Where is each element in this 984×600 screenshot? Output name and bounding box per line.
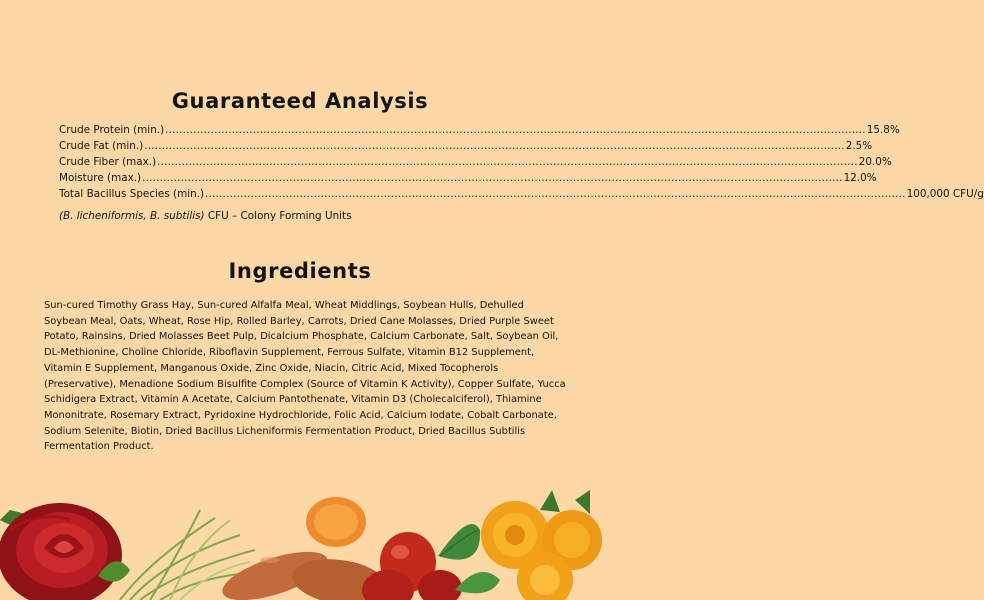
dot-leader: ........................................................................................................................................................................................................ [157, 156, 858, 168]
cfu-note [59, 210, 352, 222]
cfu-note-species: (B. licheniformis, B. subtilis) [59, 210, 205, 222]
dot-leader: ........................................................................................................................................................................................................ [144, 140, 845, 152]
analysis-value: 2.5% [845, 140, 873, 152]
rose-icon [0, 503, 130, 600]
analysis-row [59, 156, 892, 172]
analysis-label: Crude Fat (min.) [59, 140, 144, 152]
produce-illustration [0, 490, 600, 600]
analysis-label: Total Bacillus Species (min.) [59, 188, 205, 200]
analysis-label: Crude Protein (min.) [59, 124, 165, 136]
marigold-icon [481, 490, 602, 600]
guaranteed-analysis-table [59, 124, 984, 204]
analysis-value: 12.0% [843, 172, 877, 184]
analysis-row [59, 124, 900, 140]
ingredients-title: Ingredients [228, 259, 372, 283]
guaranteed-analysis-title: Guaranteed Analysis [171, 89, 429, 113]
dot-leader: ........................................................................................................................................................................................................ [142, 172, 843, 184]
analysis-row [59, 140, 873, 156]
analysis-value: 100,000 CFU/g [906, 188, 984, 200]
rose-hip-icon [362, 532, 462, 600]
ingredients-list: Sun-cured Timothy Grass Hay, Sun-cured Alfalfa Meal, Wheat Middlings, Soybean Hulls, Dehulled Soybean Meal, Oats, Wheat, Rose Hip, Rolled Barley, Carrots, Dried Cane Molasses, Dried Purple Sweet Potato, Rainsins, Dried Molasses Beet Pulp, Dicalcium Phosphate, Calcium Carbonate, Salt, Soybean Oil, DL-Methionine, Choline Chloride, Riboflavin Supplement, Ferrous Sulfate, Vitamin B12 Supplement, Vitamin E Supplement, Manganous Oxide, Zinc Oxide, Niacin, Citric Acid, Mixed Tocopherols (Preservative), Menadione Sodium Bisulfite Complex (Source of Vitamin K Activity), Copper Sulfate, Yucca Schidigera Extract, Vitamin A Acetate, Calcium Pantothenate, Vitamin D3 (Cholecalciferol), Thiamine Mononitrate, Rosemary Extract, Pyridoxine Hydrochloride, Folic Acid, Calcium Iodate, Cobalt Carbonate, Sodium Selenite, Biotin, Dried Bacillus Licheniformis Fermentation Product, Dried Bacillus Subtilis Fermentation Product. [44, 300, 566, 453]
analysis-value: 20.0% [858, 156, 892, 168]
dot-leader: ........................................................................................................................................................................................................ [165, 124, 866, 136]
analysis-label: Moisture (max.) [59, 172, 142, 184]
dot-leader: ........................................................................................................................................................................................................ [205, 188, 906, 200]
analysis-row [59, 188, 984, 204]
analysis-label: Crude Fiber (max.) [59, 156, 157, 168]
analysis-value: 15.8% [866, 124, 900, 136]
analysis-row [59, 172, 877, 188]
cfu-note-text: CFU – Colony Forming Units [204, 210, 352, 222]
